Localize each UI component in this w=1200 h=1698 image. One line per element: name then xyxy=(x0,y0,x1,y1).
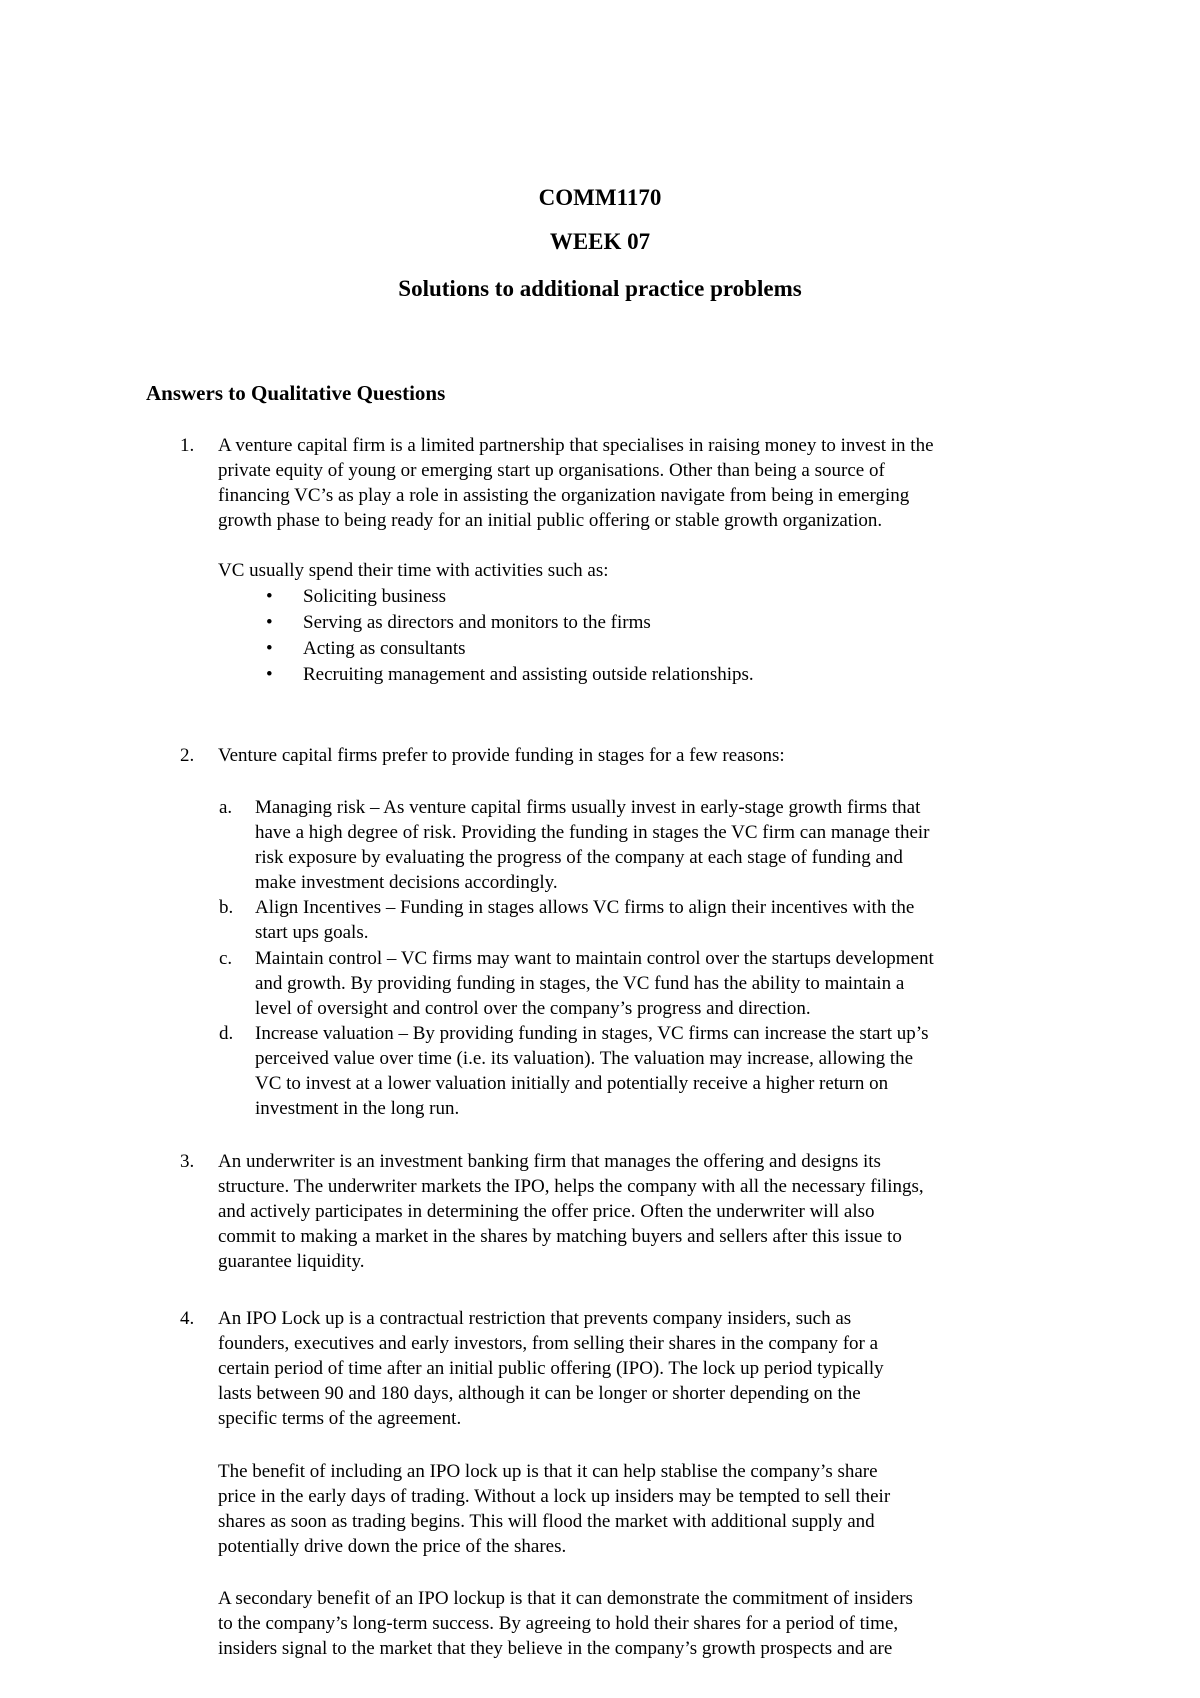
bullet-icon: • xyxy=(266,586,273,607)
course-code: COMM1170 xyxy=(538,185,662,210)
bullet-icon: • xyxy=(266,664,273,685)
item-label: b. xyxy=(219,897,234,918)
week-label: WEEK 07 xyxy=(549,229,651,254)
item-text: Managing risk – As venture capital firms usually invest in early-stage growth firms that have a high degree of risk. Providing the funding in stages the VC firm can manage their risk exposure by evaluating the progress of the company at each stage of funding and make investment decisions accordingly. xyxy=(255,797,930,893)
question-3-paragraph: An underwriter is an investment banking firm that manages the offering and designs its structure. The underwriter markets the IPO, helps the company with all the necessary filings, and actively participates in determining the offer price. Often the underwriter will also commit to making a market in the shares by matching buyers and sellers after this issue to guarantee liquidity. xyxy=(218,1151,924,1272)
document-subtitle: Solutions to additional practice problems xyxy=(398,276,802,301)
question-1-paragraph: A venture capital firm is a limited partnership that specialises in raising money to invest in the private equity of young or emerging start up organisations. Other than being a source of financing VC’s as play a role in assisting the organization navigate from being in emerging growth phase to being ready for an initial public offering or stable growth organization. xyxy=(218,435,934,531)
question-2-intro: Venture capital firms prefer to provide funding in stages for a few reasons: xyxy=(218,745,785,766)
item-text: Increase valuation – By providing funding in stages, VC firms can increase the start up’s perceived value over time (i.e. its valuation). The valuation may increase, allowing the VC to invest at a lower valuation initially and potentially receive a higher return on investment in the long run. xyxy=(255,1023,929,1119)
item-label: d. xyxy=(219,1023,234,1044)
document-page: COMM1170 WEEK 07 Solutions to additional practice problems Answers to Qualitative Questions 1. A venture capital firm is a limited partnership that specialises in raising money to invest in the private equity of young or emerging start up organisations. Other than being a source of financing VC’s as play a role in assisting the organization navigate from being in emerging growth phase to being ready for an initial public offering or stable growth organization. VC usually spend their time with activities such as: • Soliciting business • Serving as directors and monitors to the firms • Acting as consultants • Recruiting management and assisting outside relationships. 2. Venture capital firms prefer to provide funding in stages for a few reasons: a. Managing risk – As venture capital firms usually invest in early-stage growth firms that have a high degree of risk. Providing the funding in stages the VC firm can manage their risk exposure by evaluating the progress of the company at each stage of funding and make investment decisions accordingly. b. Align Incentives – Funding in stages allows VC firms to align their incentives with the start ups goals. c. Maintain control – VC firms may want to maintain control over the startups development and growth. By providing funding in stages, the VC fund has the ability to maintain a level of oversight and control over the company’s progress and direction. d. Increase valuation – By providing funding in stages, VC firms can increase the start up’s perceived value over time (i.e. its valuation). The valuation may increase, allowing the VC to invest at a lower valuation initially and potentially receive a higher return on investment in the long run. 3. An underwriter is an investment banking firm that manages the offering and designs its structure. The underwriter markets the IPO, helps the company with all the necessary filings, and actively participates in determining the offer price. Often the underwriter will also commit to making a market in the shares by matching buyers and sellers after this issue to guarantee liquidity. 4. An IPO Lock up is a contractual restriction that prevents company insiders, such as founders, executives and early investors, from selling their shares in the company for a certain period of time after an initial public offering (IPO). The lock up period typically lasts between 90 and 180 days, although it can be longer or shorter depending on the specific terms of the agreement. The benefit of including an IPO lock up is that it can help stablise the company’s share price in the early days of trading. Without a lock up insiders may be tempted to sell their shares as soon as trading begins. This will flood the market with additional supply and potentially drive down the price of the shares. A secondary benefit of an IPO lockup is that it can demonstrate the commitment of insiders to the company’s long-term success. By agreeing to hold their shares for a period of time, insiders signal to the market that they believe in the company’s growth prospects and are xyxy=(0,0,1200,1698)
bullet-icon: • xyxy=(266,638,273,659)
question-number: 2. xyxy=(180,745,195,766)
item-label: c. xyxy=(219,948,233,969)
section-heading: Answers to Qualitative Questions xyxy=(146,381,446,405)
item-text: Align Incentives – Funding in stages allows VC firms to align their incentives with the start ups goals. xyxy=(255,897,915,943)
item-text: Maintain control – VC firms may want to maintain control over the startups development and growth. By providing funding in stages, the VC fund has the ability to maintain a level of oversight and control over the company’s progress and direction. xyxy=(255,948,934,1019)
question-4-paragraph-3: A secondary benefit of an IPO lockup is that it can demonstrate the commitment of insiders to the company’s long-term success. By agreeing to hold their shares for a period of time, insiders signal to the market that they believe in the company’s growth prospects and are xyxy=(218,1588,913,1659)
question-number: 3. xyxy=(180,1151,195,1172)
bullet-icon: • xyxy=(266,612,273,633)
question-4-paragraph-2: The benefit of including an IPO lock up is that it can help stablise the company’s share price in the early days of trading. Without a lock up insiders may be tempted to sell their shares as soon as trading begins. This will flood the market with additional supply and potentially drive down the price of the shares. xyxy=(218,1461,891,1557)
question-number: 4. xyxy=(180,1308,195,1329)
question-4-paragraph-1: An IPO Lock up is a contractual restriction that prevents company insiders, such as founders, executives and early investors, from selling their shares in the company for a certain period of time after an initial public offering (IPO). The lock up period typically lasts between 90 and 180 days, although it can be longer or shorter depending on the specific terms of the agreement. xyxy=(218,1308,884,1429)
item-label: a. xyxy=(219,797,233,818)
activities-intro: VC usually spend their time with activities such as: xyxy=(218,560,609,581)
question-number: 1. xyxy=(180,435,195,456)
